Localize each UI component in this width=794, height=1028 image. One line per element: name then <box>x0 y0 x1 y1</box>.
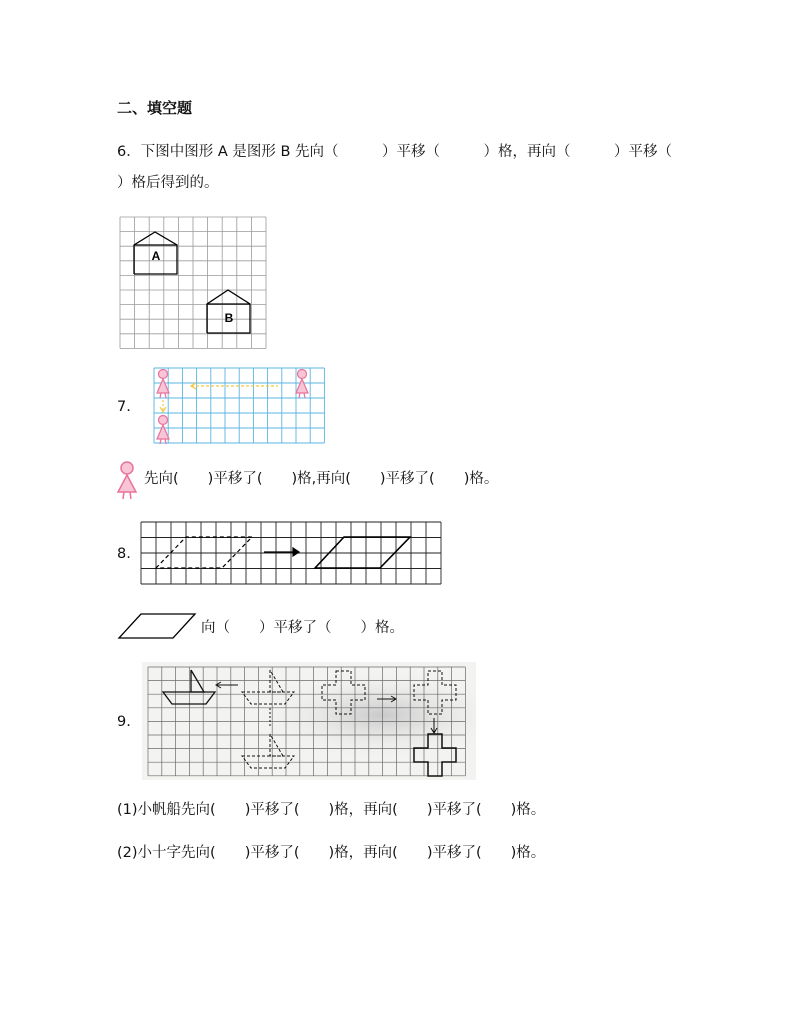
person-figure-icon <box>157 416 169 445</box>
q9-grid-figure <box>142 662 476 780</box>
q7-sentence: 先向( )平移了( )格,再向( )平移了( )格。 <box>144 471 499 487</box>
q8-sentence: 向（ ）平移了（ ）格。 <box>201 620 404 636</box>
q8-grid-figure <box>140 521 442 585</box>
person-figure-icon <box>296 370 308 399</box>
q7-vertical-arrow <box>160 400 166 412</box>
section-title: 二、填空题 <box>117 99 193 117</box>
q9-number: 9. <box>117 714 131 730</box>
dashed-parallelogram <box>156 537 252 568</box>
q7-horizontal-arrow <box>191 383 278 389</box>
person-figure-icon <box>115 460 139 500</box>
q8-arrow <box>264 548 299 556</box>
q9-item2: (2)小十字先向( )平移了( )格，再向( )平移了( )格。 <box>117 845 546 861</box>
q6-text-line2: ）格后得到的。 <box>117 175 219 191</box>
q7-grid-figure <box>153 367 326 444</box>
parallelogram-icon <box>117 612 197 640</box>
q6-grid-figure <box>119 216 267 349</box>
person-figure-icon <box>157 370 169 399</box>
q6-text-line1: 6．下图中图形 A 是图形 B 先向（ ）平移（ ）格，再向（ ）平移（ <box>117 144 673 160</box>
label-a: A <box>151 249 161 263</box>
q9-item1: (1)小帆船先向( )平移了( )格，再向( )平移了( )格。 <box>117 802 546 818</box>
q7-number: 7. <box>117 399 131 415</box>
label-b: B <box>224 311 234 325</box>
q8-number: 8. <box>117 546 131 562</box>
